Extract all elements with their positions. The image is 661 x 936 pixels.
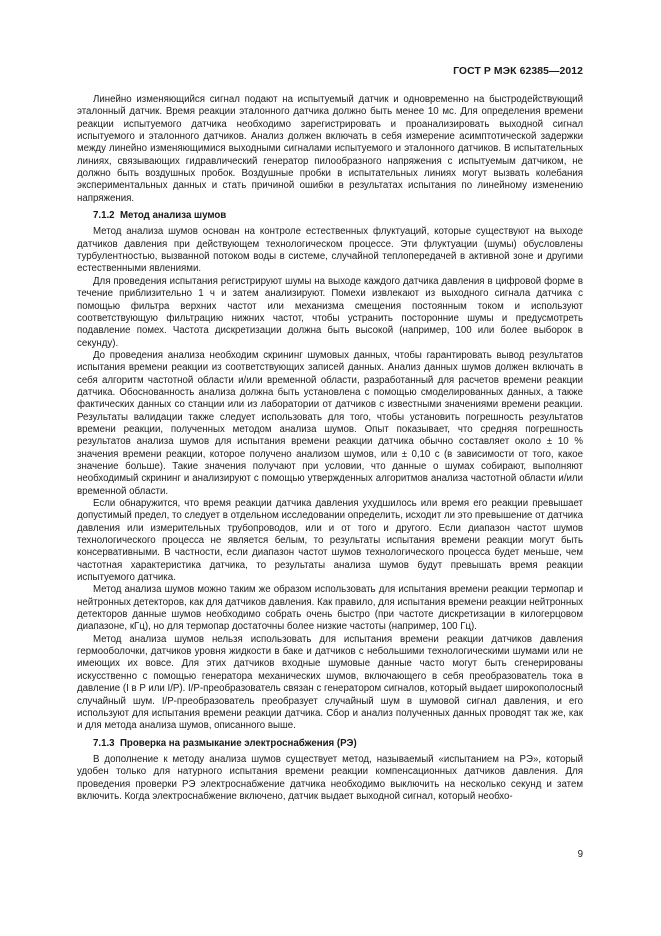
paragraph: В дополнение к методу анализа шумов существует метод, называемый «испытанием на РЭ», который удобен только для натурного испытания времени реакции компенсационных датчиков давления. Для проведения проверки РЭ электроснабжение датчика необходимо выключить на несколько секунд и затем включить. Когда электроснабжение включено, датчик выдает выходной сигнал, который необхо- bbox=[77, 753, 583, 802]
paragraph: Метод анализа шумов можно таким же образом использовать для испытания времени реакции термопар и нейтронных детекторов, как для датчиков давления. Как правило, для испытания времени реакции нейтронных детекторов данные шумов необходимо собрать очень быстро (при частоте дискретизации в килогерцовом диапазоне, кГц), но для термопар достаточны более низкие частоты (например, 100 Гц). bbox=[77, 584, 584, 633]
document-body bbox=[77, 94, 583, 803]
paragraph-intro: Линейно изменяющийся сигнал подают на испытуемый датчик и одновременно на быстродействующий эталонный датчик. Время реакции эталонного датчика должно быть менее 10 мс. Для определения времени реакции испытуемого датчика необходимо зарегистрировать и проанализировать выходной сигнал испытуемого и эталонного датчиков. Анализ должен включать в себя измерение асимптотической задержки между линейно изменяющимися выходными сигналами испытуемого и эталонного датчиков. В испытательных линиях, связывающих гидравлический генератор пилообразного напряжения с испытуемым датчиком, не должно быть воздушных пробок. Воздушные пробки в испытательных линиях могут вызвать колебания экспериментальных данных и стать причиной ошибки в результатах испытания по линейному изменению напряжения. bbox=[77, 94, 583, 204]
paragraph: Если обнаружится, что время реакции датчика давления ухудшилось или время его реакции превышает допустимый предел, то следует в отдельном исследовании определить, исходит ли это превышение от датчика давления или измерительных трубопроводов, или и от того и другого. Если диапазон частот шумов технологического процесса не является белым, то результаты испытания времени реакции могут быть консервативными. В частности, если диапазон частот шумов технологического процесса будет меньше, чем частотная характеристика датчика, то результаты анализа шумов будут превышать время реакции испытуемого датчика. bbox=[77, 498, 583, 584]
page-number: 9 bbox=[577, 849, 583, 860]
section-title: Проверка на размыкание электроснабжения (РЭ) bbox=[119, 737, 357, 749]
paragraph: Метод анализа шумов нельзя использовать для испытания времени реакции датчиков давления гермооболочки, датчиков уровня жидкости в баке и датчиков с небольшими технологическими шумами или не имеющих их вовсе. Для этих датчиков входные шумовые данные часто могут быть сгенерированы искусственно с помощью генератора механических шумов, включающего в себя преобразователь тока в давление (I в P или I/P). I/P-преобразователь связан с генератором сигналов, который выдает широкополосный случайный шум. I/P-преобразователь преобразует случайный шум в шумовой сигнал давления, и его используют для испытания времени реакции датчика. Сбор и анализ полученных данных проводят так же, как и для метода анализа шумов, описанного выше. bbox=[77, 633, 583, 732]
section-title: Метод анализа шумов bbox=[119, 210, 227, 222]
paragraph: Для проведения испытания регистрируют шумы на выходе каждого датчика давления в цифровой форме в течение приблизительно 1 ч и затем анализируют. Помехи извлекают из выходного сигнала датчика с помощью фильтра верхних частот или механизма смещения постоянным током и используют соответствующую фильтрацию нижних частот, чтобы устранить посторонние шумы и предусмотреть подавление помех. Частота дискретизации должна быть высокой (например, 100 или более выборок в секунду). bbox=[77, 275, 583, 349]
section-number: 7.1.2 bbox=[93, 210, 115, 222]
section-heading-7-1-3 bbox=[77, 738, 583, 750]
paragraph: До проведения анализа необходим скрининг шумовых данных, чтобы гарантировать вывод результатов испытания времени реакции из соответствующих записей данных. Анализ данных шумов должен включать в себя алгоритм частотной области и/или временной области, разработанный для расчетов времени реакции датчика. Обоснованность анализа должна быть установлена с помощью смоделированных данных, а также фактических данных со станции или из лаборатории от датчиков с известными значениями времени реакции. Результаты валидации также следует использовать для того, чтобы установить погрешность результатов времени реакции, полученных методом анализа шумов. Опыт показывает, что средняя погрешность результатов анализа шумов для испытания времени реакции датчика обычно составляет около ± 10 % значения времени реакции, которое получено анализом шумов, или ± 0,10 с (в зависимости от того, какое значение больше). Такие значения получают при условии, что данные о шумах собирают, выполняют необходимый скрининг и анализируют с помощью утвержденных алгоритмов анализа частотной области и/или временной области. bbox=[77, 349, 583, 497]
standard-code-header: ГОСТ Р МЭК 62385—2012 bbox=[453, 66, 583, 77]
section-number: 7.1.3 bbox=[93, 737, 115, 749]
section-heading-7-1-2 bbox=[77, 210, 583, 222]
paragraph: Метод анализа шумов основан на контроле естественных флуктуаций, которые существуют на выходе датчиков давления при действующем технологическом процессе. Эти флуктуации (шумы) обусловлены турбулентностью, вызванной потоком воды в системе, случайной теплопередачей в активной зоне и другими естественными явлениями. bbox=[77, 226, 583, 275]
